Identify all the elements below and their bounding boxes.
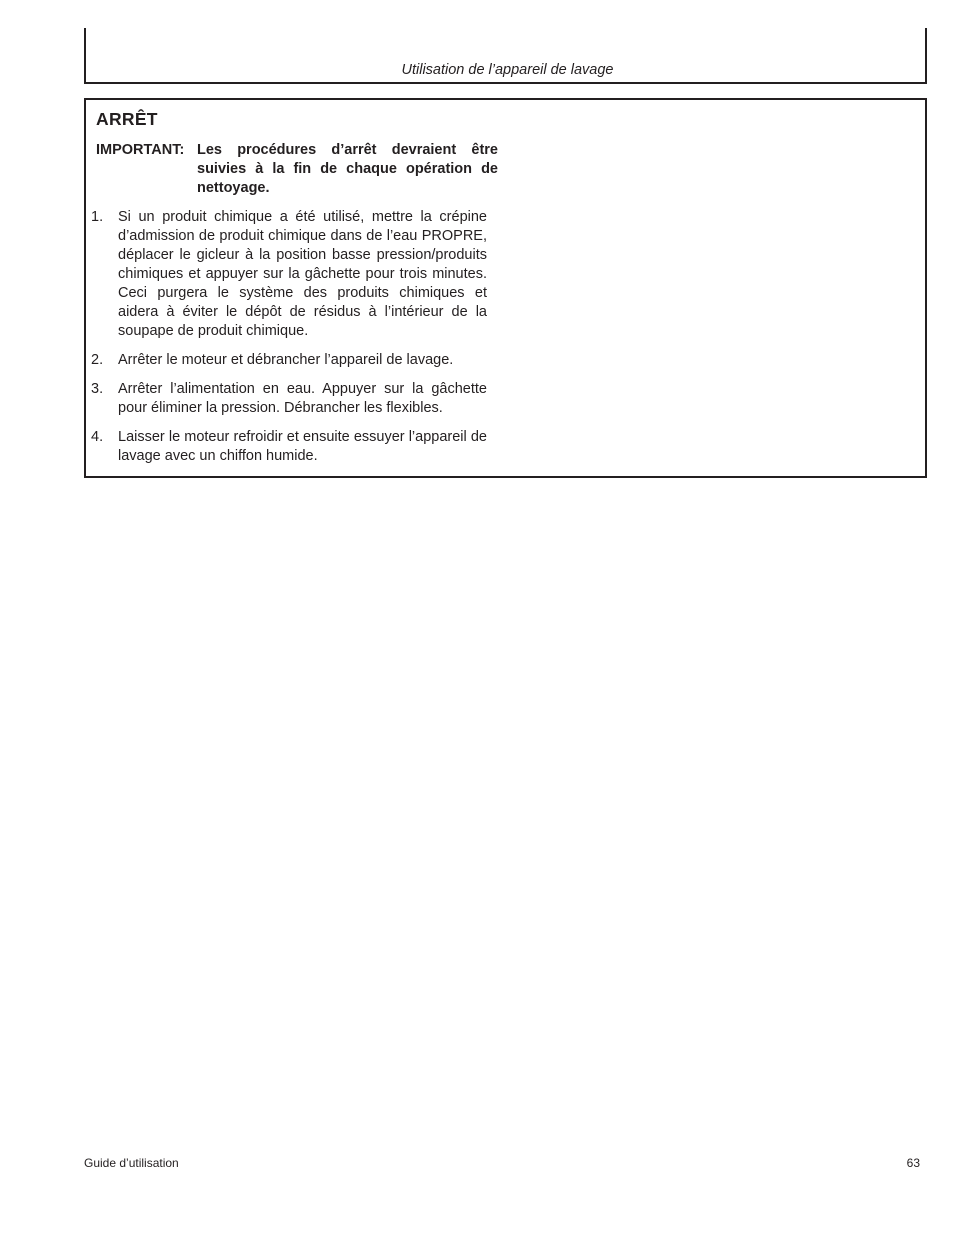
section-title: ARRÊT bbox=[96, 109, 158, 129]
shutdown-section bbox=[84, 98, 927, 478]
important-label: IMPORTANT: bbox=[96, 142, 185, 158]
list-item bbox=[91, 380, 487, 418]
footer-guide-title: Guide d’utilisation bbox=[84, 1156, 179, 1170]
step-number: 2. bbox=[91, 352, 104, 368]
page-number: 63 bbox=[906, 1156, 920, 1170]
header-title: Utilisation de l’appareil de lavage bbox=[401, 62, 614, 78]
step-text: Arrêter le moteur et débrancher l’appareil de lavage. bbox=[118, 352, 454, 368]
important-text: Les procédures d’arrêt devraient être suivies à la fin de chaque opération de nettoyage. bbox=[197, 142, 498, 196]
page-header bbox=[84, 28, 927, 84]
step-number: 3. bbox=[91, 381, 104, 397]
step-number: 1. bbox=[91, 209, 104, 225]
list-item bbox=[91, 351, 487, 370]
step-text: Arrêter l’alimentation en eau. Appuyer sur la gâchette pour éliminer la pression. Débrancher les flexibles. bbox=[118, 381, 487, 416]
step-text: Laisser le moteur refroidir et ensuite essuyer l’appareil de lavage avec un chiffon humide. bbox=[118, 429, 487, 464]
steps-list bbox=[91, 208, 487, 476]
important-note bbox=[96, 141, 498, 198]
list-item bbox=[91, 208, 487, 341]
step-text: Si un produit chimique a été utilisé, mettre la crépine d’admission de produit chimique dans de l’eau PROPRE, déplacer le gicleur à la position basse pression/produits chimiques et appuyer sur la gâchette pour trois minutes. Ceci purgera le système des produits chimiques et aidera à éviter le dépôt de résidus à l’intérieur de la soupape de produit chimique. bbox=[118, 209, 487, 339]
list-item bbox=[91, 428, 487, 466]
step-number: 4. bbox=[91, 429, 104, 445]
